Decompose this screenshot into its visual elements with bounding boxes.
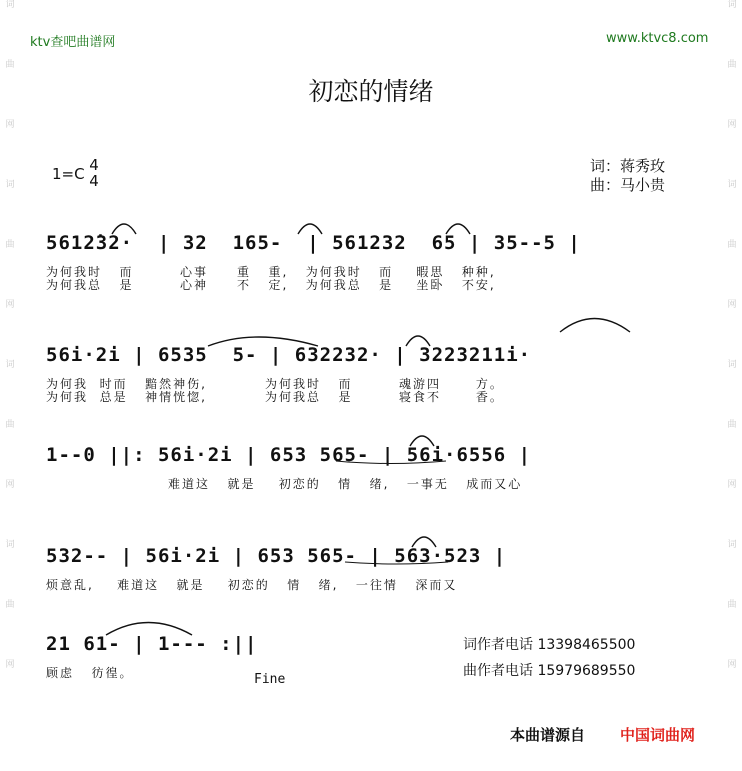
watermark-text: 曲: [5, 600, 15, 610]
watermark-text: 曲: [5, 240, 15, 250]
score-row-3-notes: 1--0 ||: 56i·2i | 653 565- | 56i·6556 |: [46, 444, 532, 466]
lyricist-phone: 词作者电话 13398465500: [463, 637, 636, 653]
watermark-text: 曲: [727, 240, 737, 250]
watermark-text: 网: [5, 300, 15, 310]
score-row-2-lyrics-2: 为何我 总是 神情恍惚, 为何我总 是 寝食不 香。: [46, 390, 504, 404]
watermark-text: 网: [5, 660, 15, 670]
score-row-3-lyrics: 难道这 就是 初恋的 情 绪, 一事无 成而又心: [168, 477, 523, 491]
watermark-text: 词: [5, 0, 15, 10]
watermark-text: 词: [5, 180, 15, 190]
composer-phone: 曲作者电话 15979689550: [463, 663, 636, 679]
score-row-1-lyrics-1: 为何我时 而 心事 重 重, 为何我时 而 暇思 种种,: [46, 265, 496, 279]
watermark-text: 网: [727, 660, 737, 670]
watermark-text: 网: [5, 120, 15, 130]
key-signature: 1=C: [52, 165, 85, 183]
score-row-5-lyrics: 顾虑 彷徨。: [46, 666, 134, 680]
score-row-5-notes: 21 61- | 1--- :||: [46, 633, 258, 655]
score-row-4-lyrics: 烦意乱, 难道这 就是 初恋的 情 绪, 一往情 深而又: [46, 578, 458, 592]
watermark-text: 词: [727, 180, 737, 190]
watermark-text: 词: [727, 360, 737, 370]
watermark-left: [2, 0, 18, 720]
fine-marking: Fine: [254, 672, 286, 687]
watermark-text: 网: [5, 480, 15, 490]
source-site-link[interactable]: 中国词曲网: [620, 726, 696, 744]
time-signature: [88, 157, 100, 189]
slur: [560, 319, 630, 333]
watermark-text: 曲: [727, 600, 737, 610]
score-row-1-lyrics-2: 为何我总 是 心神 不 定, 为何我总 是 坐卧 不安,: [46, 278, 496, 292]
watermark-right: [724, 0, 740, 720]
meter-bottom: 4: [89, 172, 99, 190]
song-title: 初恋的情绪: [308, 77, 434, 106]
site-name-link[interactable]: ktv查吧曲谱网: [30, 35, 116, 50]
watermark-text: 词: [727, 540, 737, 550]
watermark-text: 曲: [5, 60, 15, 70]
watermark-text: 词: [727, 0, 737, 10]
score-row-4-notes: 532-- | 56i·2i | 653 565- | 563·523 |: [46, 545, 507, 567]
site-url-link[interactable]: www.ktvc8.com: [606, 31, 709, 46]
watermark-text: 网: [727, 120, 737, 130]
watermark-text: 曲: [727, 60, 737, 70]
watermark-text: 曲: [727, 420, 737, 430]
credits: [590, 157, 665, 195]
watermark-text: 词: [5, 360, 15, 370]
watermark-text: 曲: [5, 420, 15, 430]
meter-top: 4: [89, 156, 99, 174]
score-row-2-notes: 56i·2i | 6535 5- | 632232· | 3223211i·: [46, 344, 532, 366]
watermark-text: 网: [727, 300, 737, 310]
watermark-text: 网: [727, 480, 737, 490]
score-row-2-lyrics-1: 为何我 时而 黯然神伤, 为何我时 而 魂游四 方。: [46, 377, 504, 391]
lyricist-credit: 词：蒋秀玫: [590, 157, 666, 175]
watermark-text: 词: [5, 540, 15, 550]
composer-credit: 曲：马小贵: [590, 176, 666, 194]
score-row-1-notes: 5612̇32· | 32 165- | 561232 65 | 35--5 |: [46, 232, 581, 254]
source-label: 本曲谱源自: [510, 726, 586, 744]
